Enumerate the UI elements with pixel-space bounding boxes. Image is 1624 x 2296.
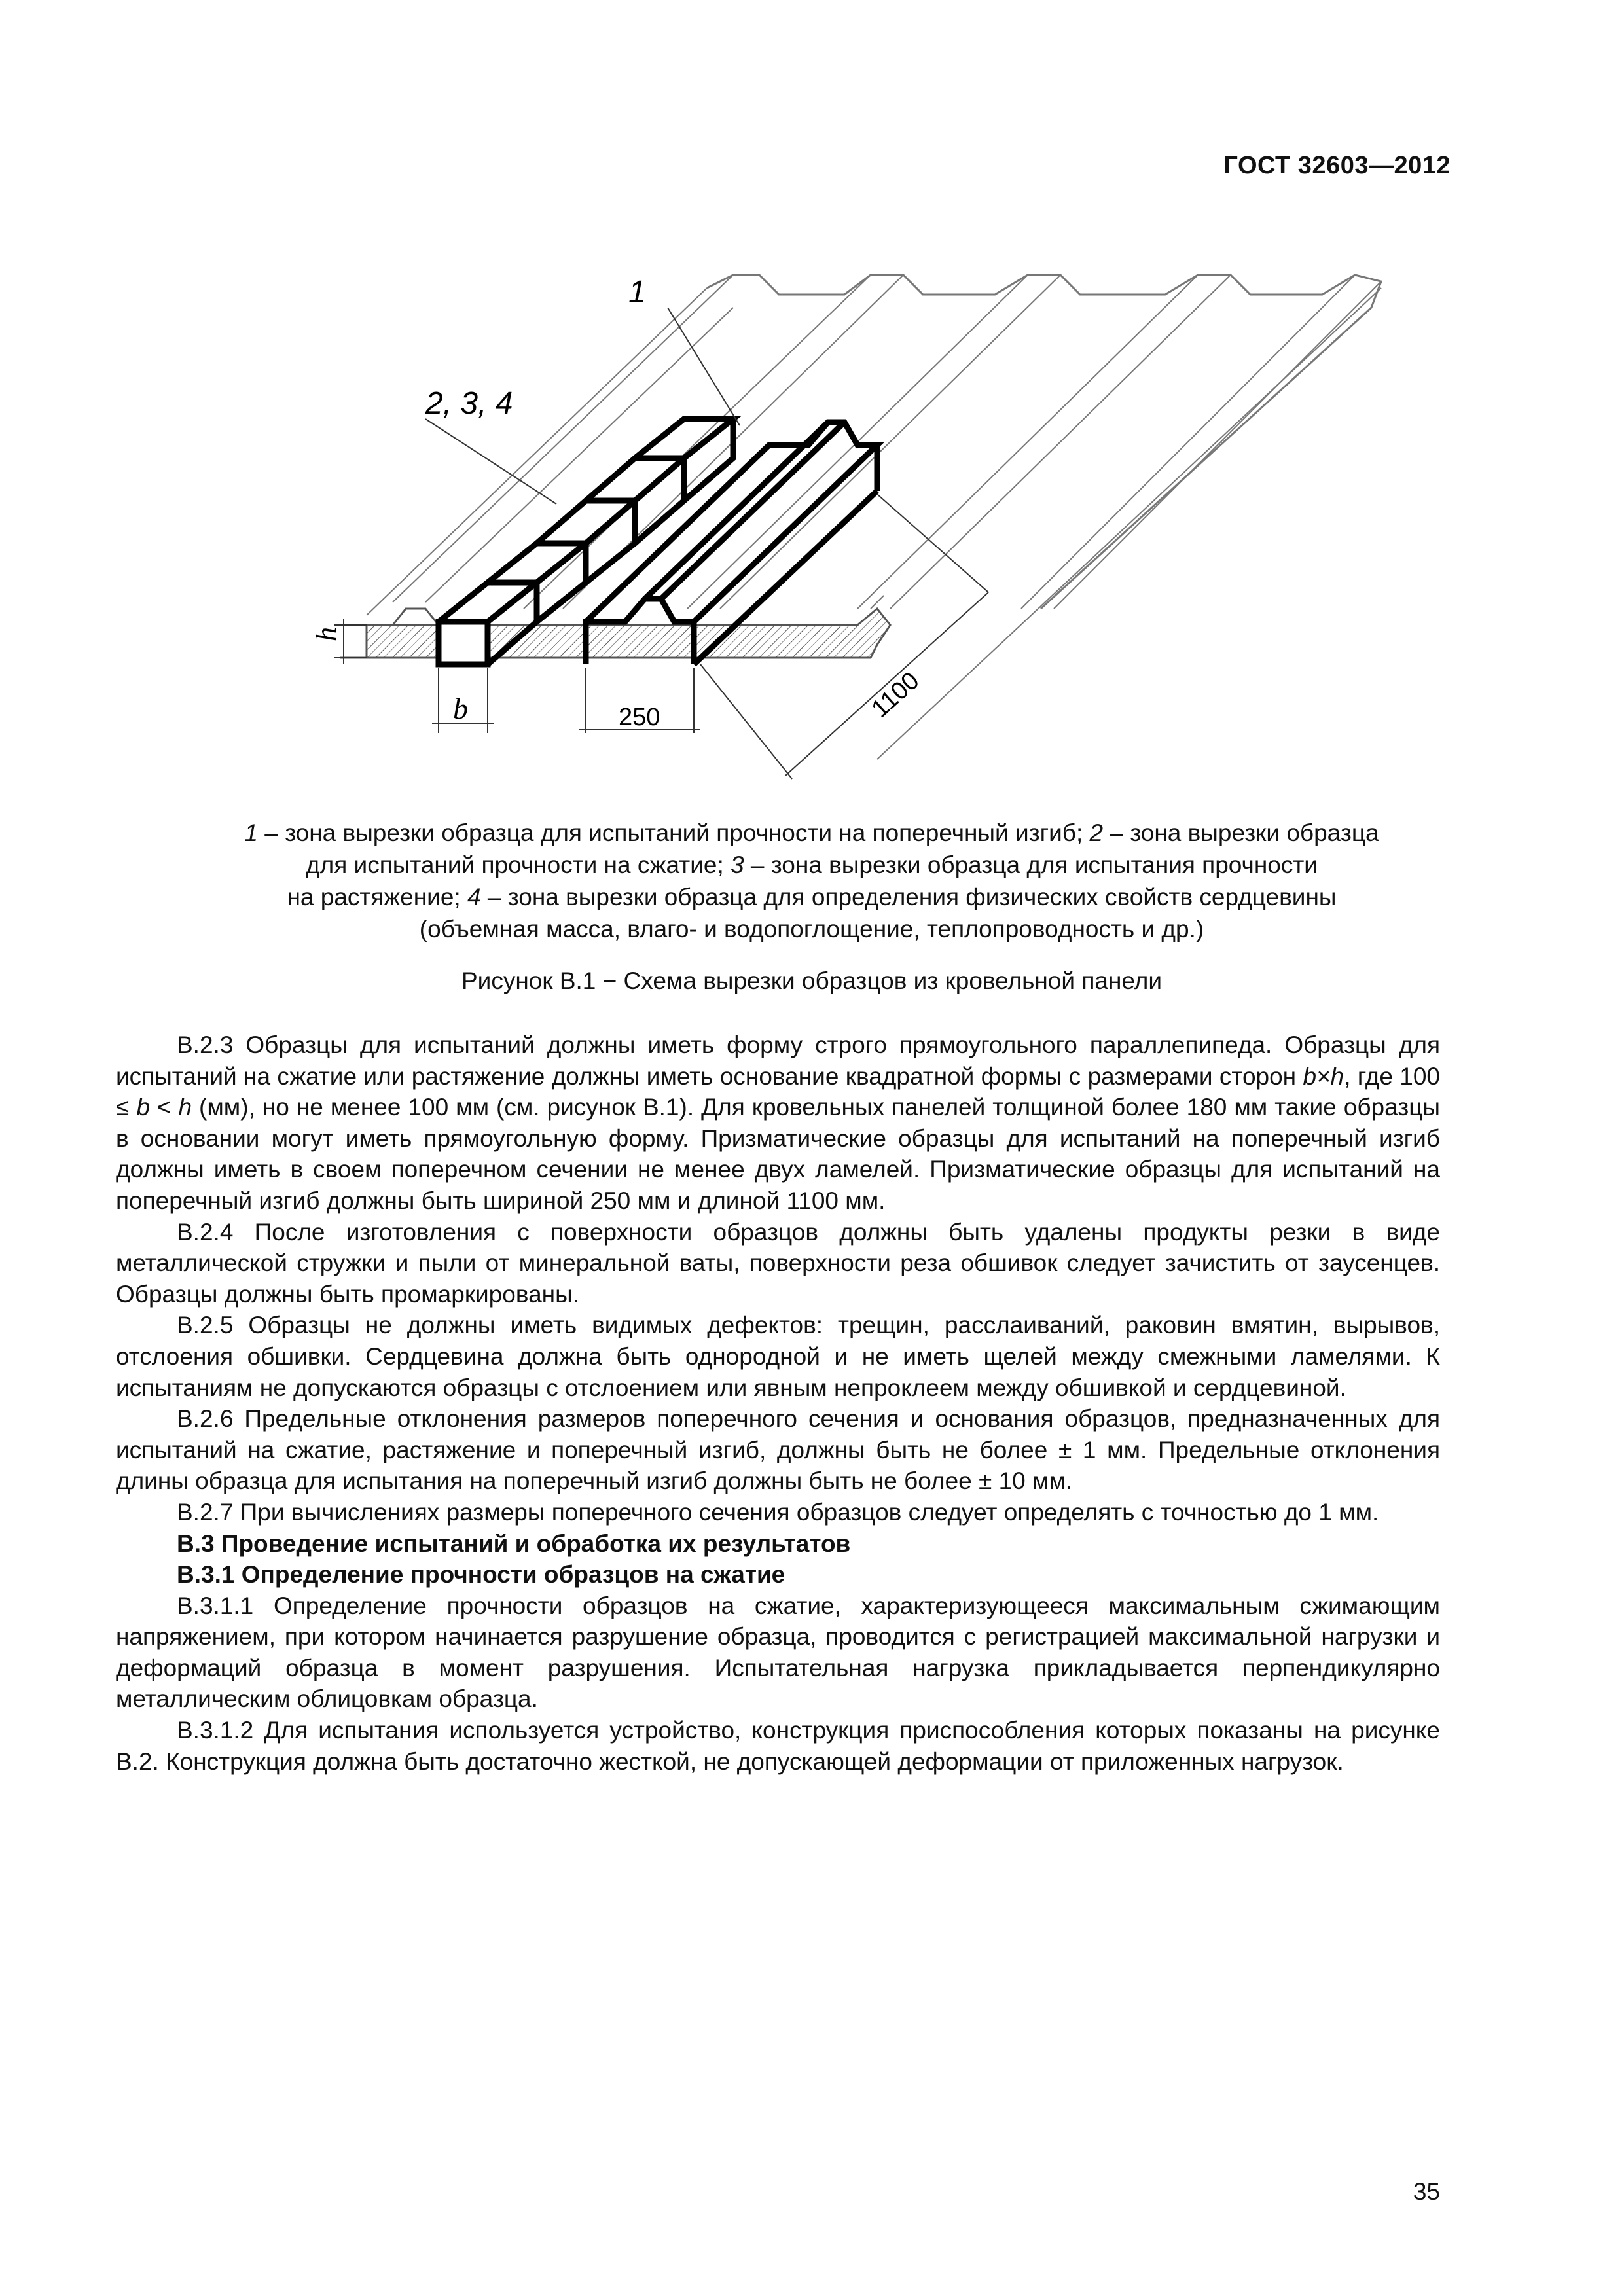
heading-b-3-1: В.3.1 Определение прочности образцов на сжатие <box>177 1561 785 1588</box>
legend-line-2 <box>105 849 1519 881</box>
legend-num-3: 3 <box>731 852 744 878</box>
paragraph-b-2-4: В.2.4 После изготовления с поверхности образцов должны быть удалены продукты резки в виде металлической стружки и пыли от минеральной ваты, поверхности реза обшивок следует зачистить от заусенцев. Образцы должны быть промаркированы. <box>116 1218 1440 1308</box>
p1-le: ≤ <box>116 1094 130 1121</box>
legend-line-1 <box>105 817 1519 849</box>
dimension-h-label: h <box>310 627 342 641</box>
legend-line-3 <box>105 881 1519 913</box>
legend-text-2b: для испытаний прочности на сжатие; <box>306 852 731 878</box>
paragraph-b-2-3 <box>116 1030 1440 1217</box>
callout-234-label: 2, 3, 4 <box>425 386 513 421</box>
legend-line-4: (объемная масса, влаго- и водопоглощение, теплопроводность и др.) <box>419 916 1204 942</box>
p1-part-d: (мм), но не менее 100 мм (см. рисунок В.1). Для кровельных панелей толщиной более 180 мм такие образцы в основании могут иметь прямоугольную форму. Призматические образцы для испытаний на поперечный изгиб должны иметь в своем поперечном сечении не менее двух ламелей. Призматические образцы для испытаний на поперечный изгиб должны быть шириной 250 мм и длиной 1100 мм. <box>116 1094 1441 1214</box>
legend-text-3: – зона вырезки образца для испытания прочности <box>744 852 1318 878</box>
callout-1-leader <box>668 308 740 425</box>
p1-b-sym: b <box>136 1094 150 1121</box>
document-body <box>116 1030 1440 1777</box>
p1-part-c: < <box>149 1094 179 1121</box>
paragraph-b-2-5: В.2.5 Образцы не должны иметь видимых дефектов: трещин, расслаиваний, раковин вмятин, вырывов, отслоения обшивки. Сердцевина должна быть однородной и не иметь щелей между смежными ламелями. К испытаниям не допускаются образцы с отслоением или явным непроклеем между обшивкой и сердцевиной. <box>116 1312 1440 1401</box>
legend-num-2: 2 <box>1089 819 1104 846</box>
callout-234-leader <box>425 419 556 504</box>
legend-num-1: 1 <box>244 819 258 846</box>
legend-text-2: – зона вырезки образца <box>1103 819 1379 846</box>
paragraph-b-2-6: В.2.6 Предельные отклонения размеров поперечного сечения и основания образцов, предназначенных для испытаний на сжатие, растяжение и поперечный изгиб, должны быть не более ± 1 мм. Предельные отклонения длины образца для испытания на поперечный изгиб должны быть не более ± 10 мм. <box>116 1405 1440 1495</box>
panel-cross-section <box>340 609 890 658</box>
paragraph-b-3-1-2: В.3.1.2 Для испытания используется устройство, конструкция приспособления которых показаны на рисунке В.2. Конструкция должна быть достаточно жесткой, не допускающей деформации от приложенных нагрузок. <box>116 1717 1440 1775</box>
panel-right-edge <box>1041 308 1371 609</box>
p1-part-a: В.2.3 Образцы для испытаний должны иметь форму строго прямоугольного параллепипеда. Образцы для испытаний на сжатие или растяжение должны иметь основание квадратной формы с размерами сторон <box>116 1031 1440 1090</box>
page-number: 35 <box>1413 2178 1440 2205</box>
legend-text-3b: на растяжение; <box>287 884 467 910</box>
document-id-header: ГОСТ 32603—2012 <box>1223 152 1451 179</box>
figure-caption: Рисунок В.1 − Схема вырезки образцов из кровельной панели <box>461 967 1162 994</box>
figure-panel-cutting-scheme <box>0 0 1624 812</box>
paragraph-b-3-1-1: В.3.1.1 Определение прочности образцов на сжатие, характеризующееся максимальным сжимающим напряжением, при котором начинается разрушение образца, проводится с регистрацией максимальной нагрузки и деформаций образца в момент разрушения. Испытательная нагрузка прикладывается перпендикулярно металлическим облицовкам образца. <box>116 1592 1440 1713</box>
p1-bh: b×h <box>1303 1062 1344 1090</box>
callout-1-label: 1 <box>628 275 646 310</box>
dimension-250-label: 250 <box>619 704 660 731</box>
dimension-1100-label: 1100 <box>866 666 925 723</box>
paragraph-b-2-7: В.2.7 При вычислениях размеры поперечного сечения образцов следует определять с точностью до 1 мм. <box>177 1498 1379 1526</box>
dimension-b-label: b <box>453 692 468 725</box>
heading-b-3: В.3 Проведение испытаний и обработка их результатов <box>177 1530 851 1557</box>
p1-h-sym: h <box>178 1094 192 1121</box>
legend-num-4: 4 <box>467 884 481 910</box>
legend-text-1: – зона вырезки образца для испытаний прочности на поперечный изгиб; <box>257 819 1090 846</box>
legend-text-4: – зона вырезки образца для определения физических свойств сердцевины <box>480 884 1337 910</box>
p1-part-b: , где 100 <box>1344 1062 1440 1090</box>
panel-drawing <box>0 0 1624 812</box>
figure-legend <box>105 817 1519 945</box>
panel-right-edge-2 <box>877 288 1381 759</box>
